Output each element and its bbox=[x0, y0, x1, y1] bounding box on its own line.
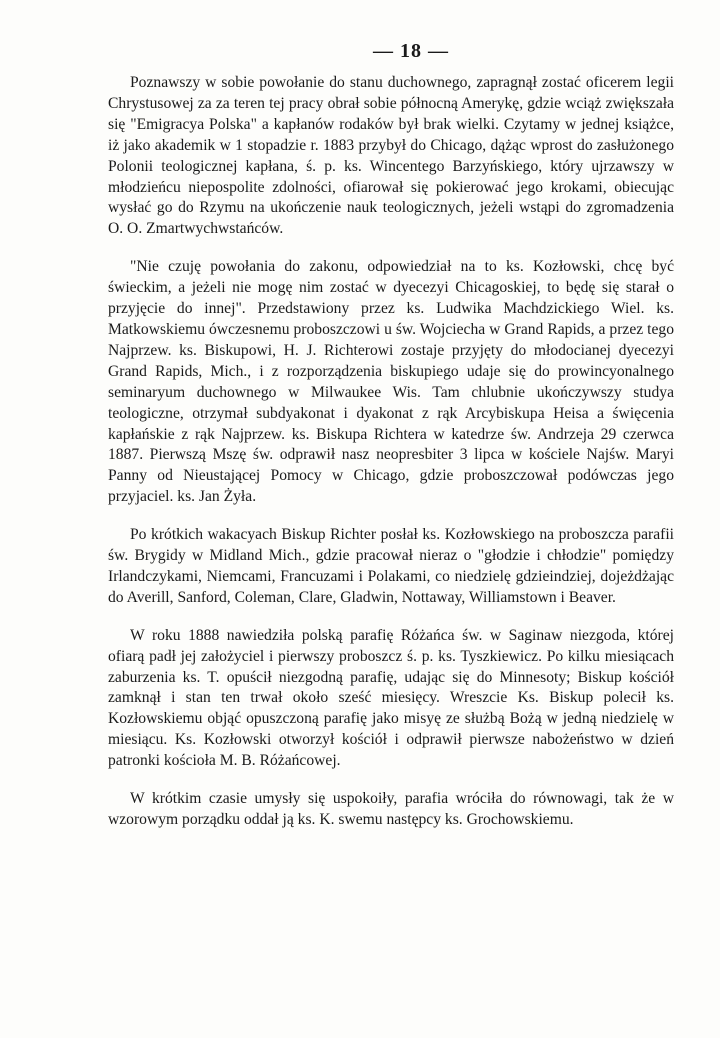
paragraph-5: W krótkim czasie umysły się uspokoiły, parafia wróciła do równowagi, tak że w wzorowym porządku oddał ją ks. K. swemu następcy ks. Grochowskiemu. bbox=[108, 790, 674, 828]
paragraph-2: "Nie czuję powołania do zakonu, odpowiedział na to ks. Kozłowski, chcę być świeckim, a jeżeli nie mogę nim zostać w dyecezyi Chicagoskiej, to będę się starał o przyjęcie do innej". Przedstawiony przez ks. Ludwika Machdzickiego Wiel. ks. Matkowskiemu ówczesnemu proboszczowi u św. Wojciecha w Grand Rapids, a przez tego Najprzew. ks. Biskupowi, H. J. Richterowi zostaje przyjęty do młodocianej dyecezyi Grand Rapids, Mich., i z rozporządzenia biskupiego udaje się do prowincyonalnego seminaryum duchownego w Milwaukee Wis. Tam chlubnie ukończywszy studya teologiczne, otrzymał subdyakonat i dyakonat z rąk Arcybiskupa Heisa a święcenia kapłańskie z rąk Najprzew. ks. Biskupa Richtera w katedrze św. Andrzeja 29 czerwca 1887. Pierwszą Mszę św. odprawił nasz neopresbiter 3 lipca w kościele Najśw. Maryi Panny od Nieustającej Pomocy w Chicago, gdzie proboszczował podówczas jego przyjaciel. ks. Jan Żyła. bbox=[108, 258, 674, 506]
page-number: — 18 — bbox=[373, 40, 449, 62]
paragraph-1: Poznawszy w sobie powołanie do stanu duchownego, zapragnął zostać oficerem legii Chrystusowej za za teren tej pracy obrał sobie północną Amerykę, gdzie wciąż zwiększała się "Emigracya Polska" a kapłanów rodaków był brak wielki. Czytamy w jednej książce, iż jako akademik w 1 stopadzie r. 1883 przybył do Chicago, dążąc wprost do zasłużonego Polonii teologicznej kapłana, ś. p. ks. Wincentego Barzyńskiego, który ujrzawszy w młodzieńcu niepospolite zdolności, ofiarował się pokierować jego krokami, obiecując wysłać go do Rzymu na ukończenie nauk teologicznych, jeżeli wstąpi do zgromadzenia O. O. Zmartwychwstańców. bbox=[108, 74, 674, 238]
paragraph-3: Po krótkich wakacyach Biskup Richter posłał ks. Kozłowskiego na proboszcza parafii św. Brygidy w Midland Mich., gdzie pracował nieraz o "głodzie i chłodzie" pomiędzy Irlandczykami, Niemcami, Francuzami i Polakami, co niedzielę gdzieindziej, dojeżdżając do Averill, Sanford, Coleman, Clare, Gladwin, Nottaway, Williamstown i Beaver. bbox=[108, 526, 674, 606]
paragraph-4: W roku 1888 nawiedziła polską parafię Różańca św. w Saginaw niezgoda, której ofiarą padł jej założyciel i pierwszy proboszcz ś. p. ks. Tyszkiewicz. Po kilku miesiącach zaburzenia ks. T. opuścił niezgodną parafię, udając się do Minnesoty; Biskup kościół zamknął i stan ten trwał około sześć miesięcy. Wreszcie Ks. Biskup polecił ks. Kozłowskiemu objąć opuszczoną parafię jako misyę ze służbą Bożą w jedną niedzielę w miesiącu. Ks. Kozłowski otworzył kościół i odprawił pierwsze nabożeństwo w dzień patronki kościoła M. B. Różańcowej. bbox=[108, 626, 674, 770]
